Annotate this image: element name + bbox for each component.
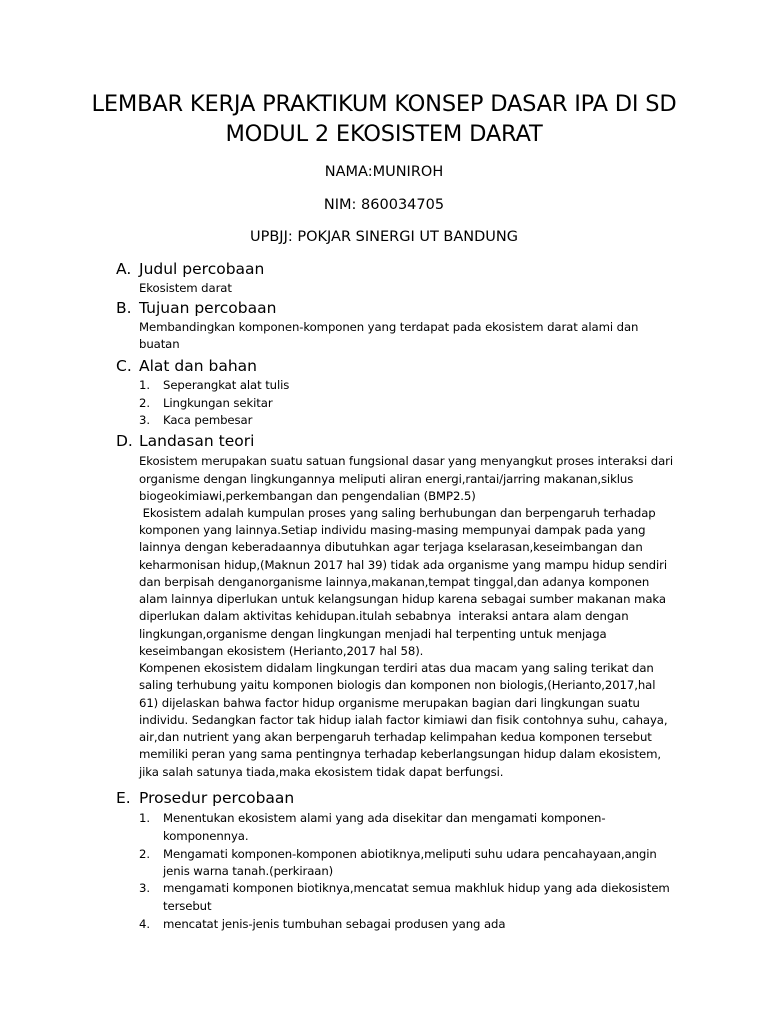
- list-item-continued: tersebut: [163, 899, 212, 913]
- paragraph-line: Ekosistem adalah kumpulan proses yang saling berhubungan dan berpengaruh terhadap: [139, 506, 656, 520]
- list-item-number: 4.: [139, 917, 151, 931]
- list-item-number: 1.: [139, 811, 151, 825]
- student-upbjj: UPBJJ: POKJAR SINERGI UT BANDUNG: [250, 229, 518, 245]
- list-item: mencatat jenis-jenis tumbuhan sebagai produsen yang ada: [163, 917, 506, 931]
- document-title-line-2: MODUL 2 EKOSISTEM DARAT: [225, 121, 543, 147]
- student-nim: NIM: 860034705: [323, 197, 445, 213]
- section-a-text: Ekosistem darat: [139, 281, 232, 295]
- paragraph-line: diperlukan dalam aktivitas kehidupan.itulah sebabnya interaksi antara alam dengan: [139, 609, 629, 623]
- paragraph-line: lainnya dengan keberadaannya dibutuhkan agar terjaga kselarasan,keseimbangan dan: [139, 540, 643, 554]
- list-item-number: 3.: [139, 413, 151, 427]
- section-e-heading: Prosedur percobaan: [139, 789, 295, 807]
- list-item-number: 1.: [139, 378, 151, 392]
- paragraph-line: air,dan nutrient yang akan berpengaruh terhadap kelimpahan kedua komponen tersebut: [139, 730, 652, 744]
- section-b-line: buatan: [139, 337, 180, 351]
- list-item: Kaca pembesar: [163, 413, 253, 427]
- list-item: Mengamati komponen-komponen abiotiknya,meliputi suhu udara pencahayaan,angin: [163, 847, 657, 861]
- document-title-line-1: LEMBAR KERJA PRAKTIKUM KONSEP DASAR IPA DI SD: [91, 91, 677, 117]
- paragraph-line: komponen yang lainnya.Setiap individu masing-masing mempunyai dampak pada yang: [139, 523, 646, 537]
- paragraph-line: jika salah satunya tiada,maka ekosistem tidak dapat berfungsi.: [139, 765, 504, 779]
- section-d-letter: D.: [116, 432, 133, 450]
- list-item: Seperangkat alat tulis: [163, 378, 290, 392]
- paragraph-line: keseimbangan ekosistem (Herianto,2017 hal 58).: [139, 644, 424, 658]
- list-item-number: 2.: [139, 396, 151, 410]
- paragraph-line: Kompenen ekosistem didalam lingkungan terdiri atas dua macam yang saling terikat dan: [139, 661, 654, 675]
- list-item-continued: komponennya.: [163, 829, 249, 843]
- section-a-heading: Judul percobaan: [139, 260, 265, 278]
- list-item: mengamati komponen biotiknya,mencatat semua makhluk hidup yang ada diekosistem: [163, 881, 670, 895]
- list-item: Lingkungan sekitar: [163, 396, 273, 410]
- section-a-letter: A.: [116, 260, 132, 278]
- paragraph-line: organisme dengan lingkungannya meliputi aliran energi,rantai/jarring makanan,siklus: [139, 472, 634, 486]
- paragraph-line: dan berpisah denganorganisme lainnya,makanan,tempat tinggal,dan adanya komponen: [139, 575, 650, 589]
- student-name: NAMA:MUNIROH: [324, 164, 444, 180]
- paragraph-line: 61) dijelaskan bahwa factor hidup organisme merupakan bagian dari lingkungan suatu: [139, 696, 640, 710]
- paragraph-line: individu. Sedangkan factor tak hidup ialah factor kimiawi dan fisik contohnya suhu, cahaya,: [139, 713, 668, 727]
- paragraph-line: saling terhubung yaitu komponen biologis dan komponen non biologis,(Herianto,2017,hal: [139, 678, 656, 692]
- paragraph-line: Ekosistem merupakan suatu satuan fungsional dasar yang menyangkut proses interaksi dari: [139, 454, 673, 468]
- paragraph-line: memiliki peran yang sama pentingnya terhadap keberlangsungan hidup dalam ekosistem,: [139, 747, 661, 761]
- section-e-letter: E.: [116, 789, 131, 807]
- paragraph-line: lingkungan,organisme dengan lingkungan menjadi hal terpenting untuk menjaga: [139, 627, 607, 641]
- paragraph-line: alam lainnya diperlukan untuk kelangsungan hidup karena sebagai sumber makanan maka: [139, 592, 666, 606]
- section-c-letter: C.: [116, 357, 132, 375]
- list-item-number: 3.: [139, 881, 151, 895]
- section-b-line: Membandingkan komponen-komponen yang terdapat pada ekosistem darat alami dan: [139, 320, 639, 334]
- section-b-heading: Tujuan percobaan: [139, 299, 277, 317]
- section-b-letter: B.: [116, 299, 132, 317]
- paragraph-line: biogeokimiawi,perkembangan dan pengendalian (BMP2.5): [139, 489, 476, 503]
- list-item-number: 2.: [139, 847, 151, 861]
- list-item-continued: jenis warna tanah.(perkiraan): [163, 864, 334, 878]
- paragraph-line: keharmonisan hidup,(Maknun 2017 hal 39) tidak ada organisme yang mampu hidup sendiri: [139, 558, 667, 572]
- list-item: Menentukan ekosistem alami yang ada disekitar dan mengamati komponen-: [163, 811, 606, 825]
- section-c-heading: Alat dan bahan: [139, 357, 257, 375]
- section-d-heading: Landasan teori: [139, 432, 255, 450]
